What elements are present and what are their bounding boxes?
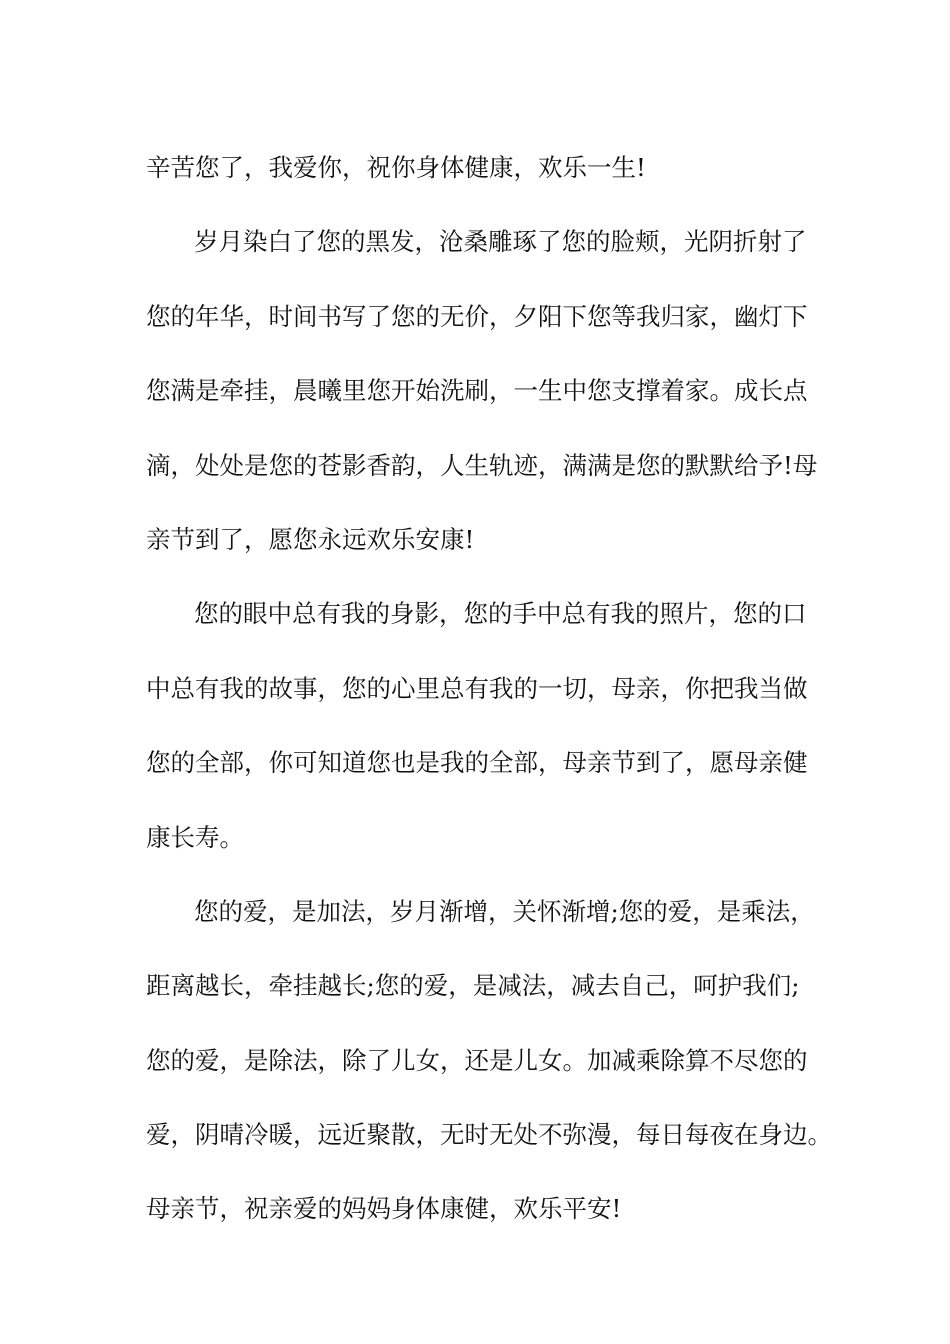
text-line: 康长寿。	[146, 822, 244, 852]
text-line: 亲节到了，愿您永远欢乐安康!	[146, 524, 475, 554]
text-line: 您的全部，你可知道您也是我的全部，母亲节到了，愿母亲健	[146, 748, 808, 778]
text-line: 您满是牵挂，晨曦里您开始洗刷，一生中您支撑着家。成长点	[146, 376, 808, 406]
text-line: 您的爱，是除法，除了儿女，还是儿女。加减乘除算不尽您的	[146, 1045, 808, 1075]
text-line: 您的爱，是加法，岁月渐增，关怀渐增;您的爱，是乘法，	[194, 896, 815, 926]
text-line: 您的年华，时间书写了您的无价，夕阳下您等我归家，幽灯下	[146, 301, 808, 331]
text-line: 爱，阴晴冷暖，远近聚散，无时无处不弥漫，每日每夜在身边。	[146, 1120, 832, 1150]
text-line: 您的眼中总有我的身影，您的手中总有我的照片，您的口	[194, 599, 807, 629]
text-line: 辛苦您了，我爱你，祝你身体健康，欢乐一生!	[146, 153, 646, 182]
text-line: 距离越长，牵挂越长;您的爱，是减法，减去自己，呵护我们;	[146, 971, 800, 1001]
text-line: 中总有我的故事，您的心里总有我的一切，母亲，你把我当做	[146, 673, 808, 703]
document-body	[146, 131, 832, 1247]
text-line: 岁月染白了您的黑发，沧桑雕琢了您的脸颊，光阴折射了	[194, 227, 807, 257]
text-line: 滴，处处是您的苍影香韵，人生轨迹，满满是您的默默给予!母	[146, 450, 818, 480]
text-line: 母亲节，祝亲爱的妈妈身体康健，欢乐平安!	[146, 1194, 622, 1224]
